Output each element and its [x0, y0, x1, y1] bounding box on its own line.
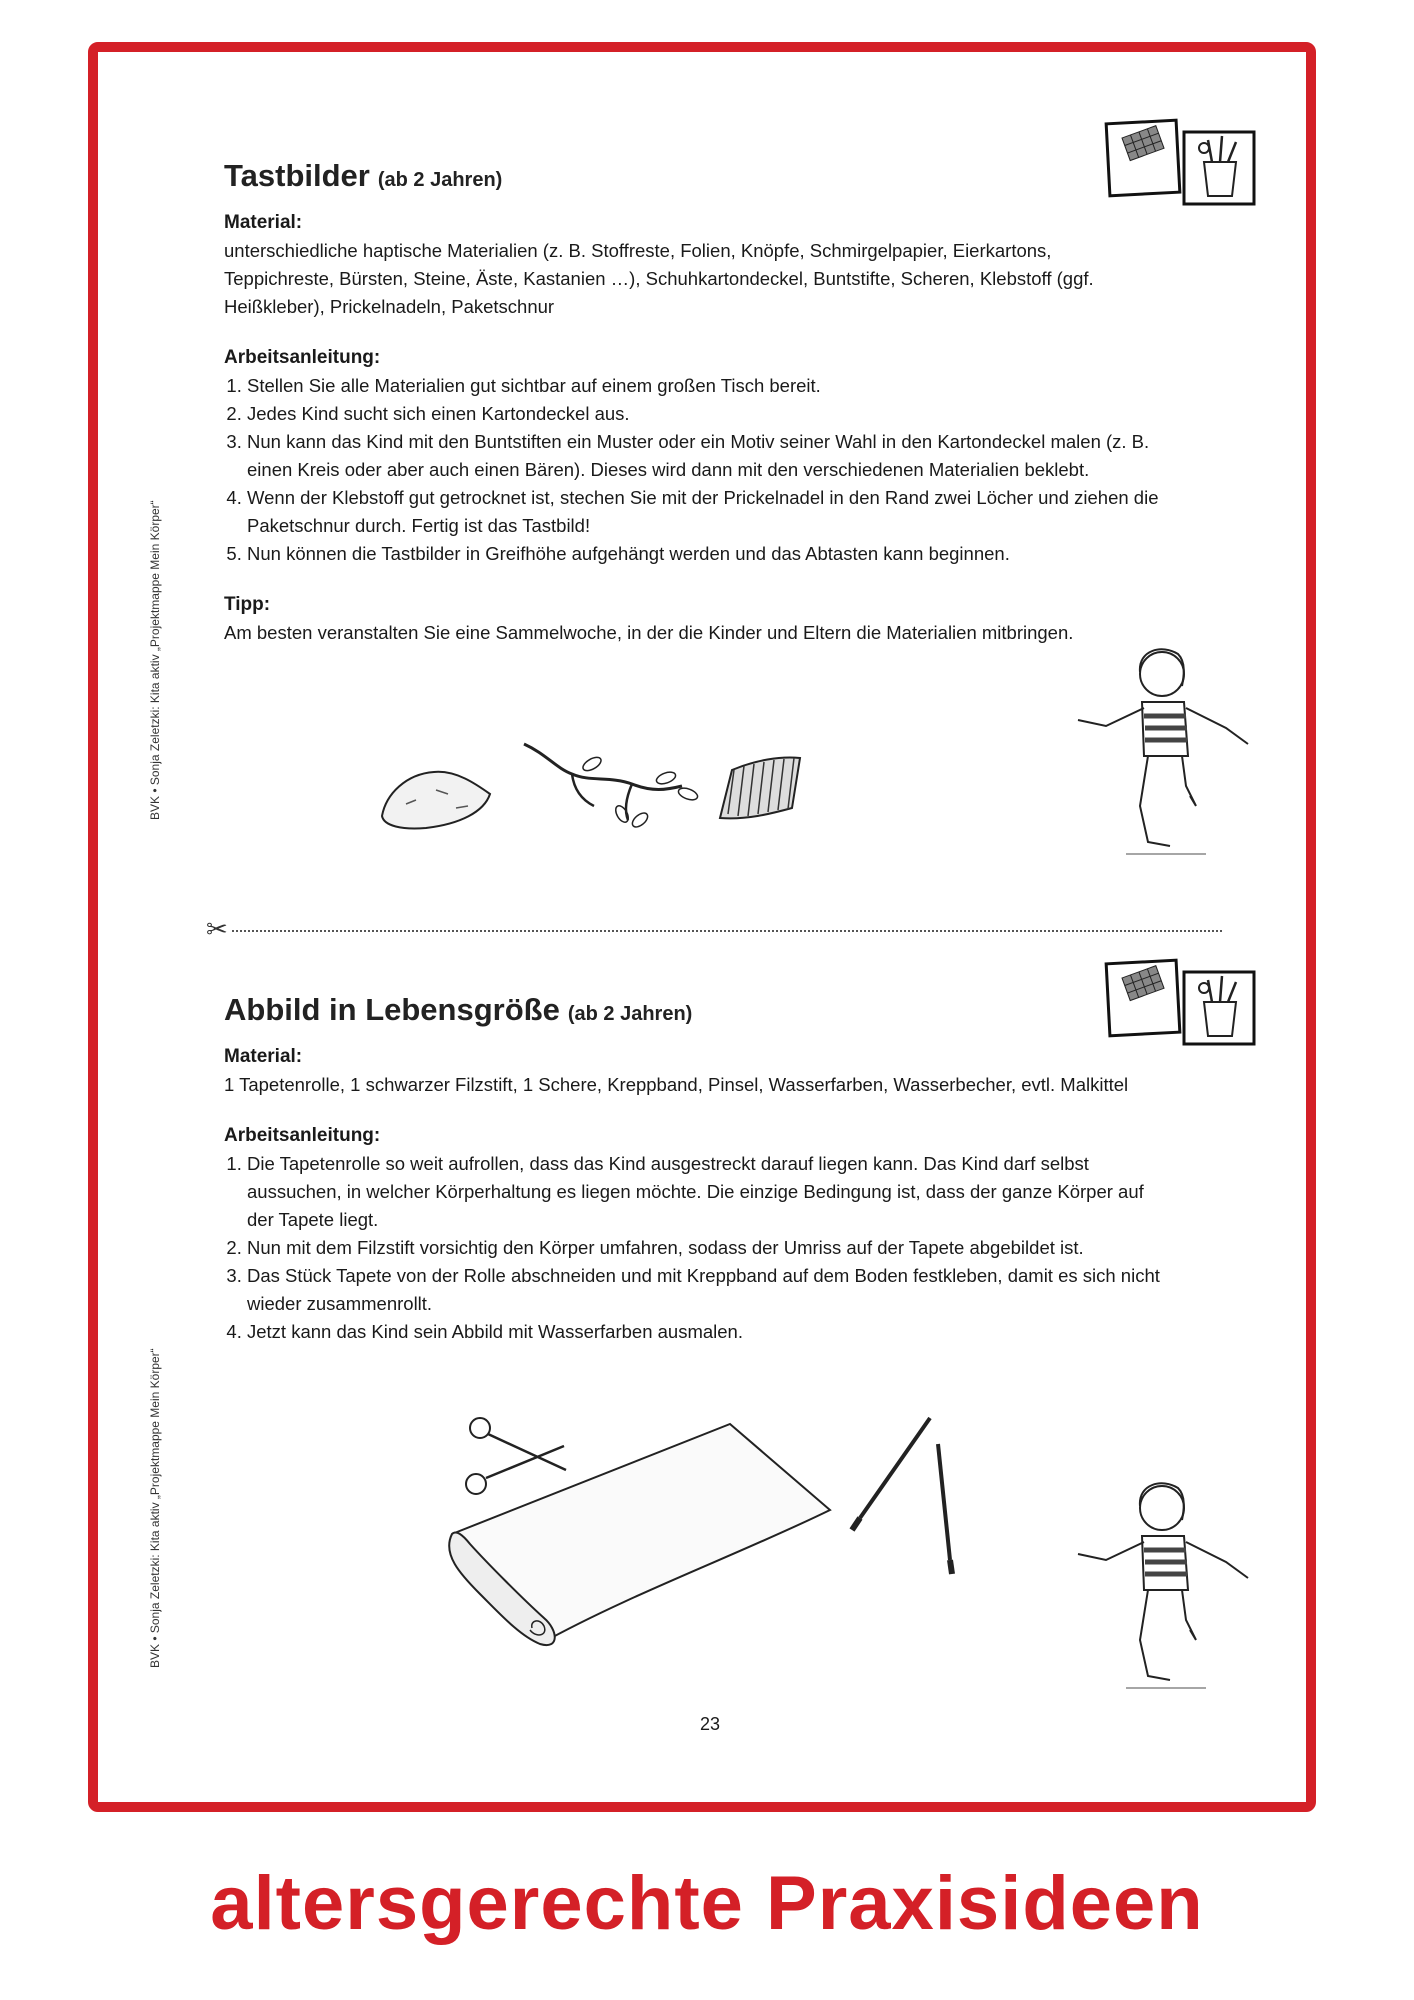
- pencil-cup-icon: [1184, 972, 1254, 1044]
- instruction-step: 3. Das Stück Tapete von der Rolle abschneiden und mit Kreppband auf dem Boden festkleben, damit es sich nicht wieder zusammenrollt.: [247, 1262, 1164, 1318]
- running-child-illustration-top: [1066, 636, 1266, 866]
- paintbrush-drawing: [852, 1418, 952, 1574]
- material-grid-icon: [1106, 120, 1180, 196]
- instructions-label: Arbeitsanleitung:: [224, 347, 381, 368]
- copyright-sidenote-bottom: BVK • Sonja Zeletzki: Kita aktiv „Projektmappe Mein Körper“: [148, 1348, 162, 1668]
- section-title-row: [224, 158, 1164, 194]
- instructions-label: Arbeitsanleitung:: [224, 1125, 381, 1146]
- material-label: Material:: [224, 212, 303, 233]
- instruction-list: [224, 1150, 1164, 1346]
- branch-drawing: [524, 744, 699, 830]
- stone-drawing: [382, 772, 490, 829]
- brush-drawing: [720, 758, 800, 819]
- age-label: (ab 2 Jahren): [567, 1003, 693, 1025]
- material-text: unterschiedliche haptische Materialien (z. B. Stoffreste, Folien, Knöpfe, Schmirgelpapier, Eierkartons, Teppichreste, Bürsten, Steine, Äste, Kastanien …), Schuhkartondeckel, Buntstifte, Scheren, Klebstoff (ggf. Heißkleber), Prickelnadeln, Paketschnur: [224, 240, 1094, 317]
- material-text: 1 Tapetenrolle, 1 schwarzer Filzstift, 1 Schere, Kreppband, Pinsel, Wasserfarben, Wasserbecher, evtl. Malkittel: [224, 1074, 1129, 1095]
- instruction-step: 4. Jetzt kann das Kind sein Abbild mit Wasserfarben ausmalen.: [247, 1318, 1164, 1346]
- running-child-illustration-bottom: [1066, 1470, 1266, 1700]
- section-abbild: [224, 992, 1164, 1372]
- instruction-step: 4. Wenn der Klebstoff gut getrocknet ist, stechen Sie mit der Prickelnadel in den Rand zwei Löcher und ziehen die Paketschnur durch. Fertig ist das Tastbild!: [247, 484, 1164, 540]
- tip-text: Am besten veranstalten Sie eine Sammelwoche, in der die Kinder und Eltern die Materialien mitbringen.: [224, 622, 1074, 643]
- banner-headline: altersgerechte Praxisideen: [210, 1861, 1204, 1946]
- materials-illustration: [376, 724, 816, 848]
- age-label: (ab 2 Jahren): [377, 169, 503, 191]
- material-icons: [1104, 958, 1260, 1048]
- instruction-step: 2. Jedes Kind sucht sich einen Kartondeckel aus.: [247, 400, 1164, 428]
- wallpaper-illustration: [440, 1404, 980, 1674]
- instruction-step: 2. Nun mit dem Filzstift vorsichtig den Körper umfahren, sodass der Umriss auf der Tapete abgebildet ist.: [247, 1234, 1164, 1262]
- tip-label: Tipp:: [224, 594, 271, 615]
- material-grid-icon: [1106, 960, 1180, 1036]
- instruction-step: 1. Stellen Sie alle Materialien gut sichtbar auf einem großen Tisch bereit.: [247, 372, 1164, 400]
- material-icons: [1104, 118, 1260, 208]
- instruction-step: 1. Die Tapetenrolle so weit aufrollen, dass das Kind ausgestreckt darauf liegen kann. Das Kind darf selbst aussuchen, in welcher Körperhaltung es liegen möchte. Die einzige Bedingung ist, dass der ganze Körper auf der Tapete liegt.: [247, 1150, 1164, 1234]
- wallpaper-roll-drawing: [449, 1424, 830, 1645]
- pencil-cup-icon: [1184, 132, 1254, 204]
- section-title: Tastbilder: [224, 158, 370, 193]
- section-tastbilder: [224, 158, 1164, 673]
- instruction-step: 5. Nun können die Tastbilder in Greifhöhe aufgehängt werden und das Abtasten kann beginnen.: [247, 540, 1164, 568]
- scissors-icon: ✂: [206, 914, 228, 944]
- material-label: Material:: [224, 1046, 303, 1067]
- instruction-list: [224, 372, 1164, 568]
- cut-line: [232, 930, 1222, 932]
- section-title: Abbild in Lebensgröße: [224, 992, 560, 1027]
- copyright-sidenote-top: BVK • Sonja Zeletzki: Kita aktiv „Projektmappe Mein Körper“: [148, 500, 162, 820]
- instruction-step: 3. Nun kann das Kind mit den Buntstiften ein Muster oder ein Motiv seiner Wahl in den Kartondeckel malen (z. B. einen Kreis oder aber auch einen Bären). Dieses wird dann mit den verschiedenen Materialien beklebt.: [247, 428, 1164, 484]
- page-number: 23: [699, 1714, 721, 1734]
- scissors-drawing: [466, 1418, 566, 1494]
- section-title-row: [224, 992, 1164, 1028]
